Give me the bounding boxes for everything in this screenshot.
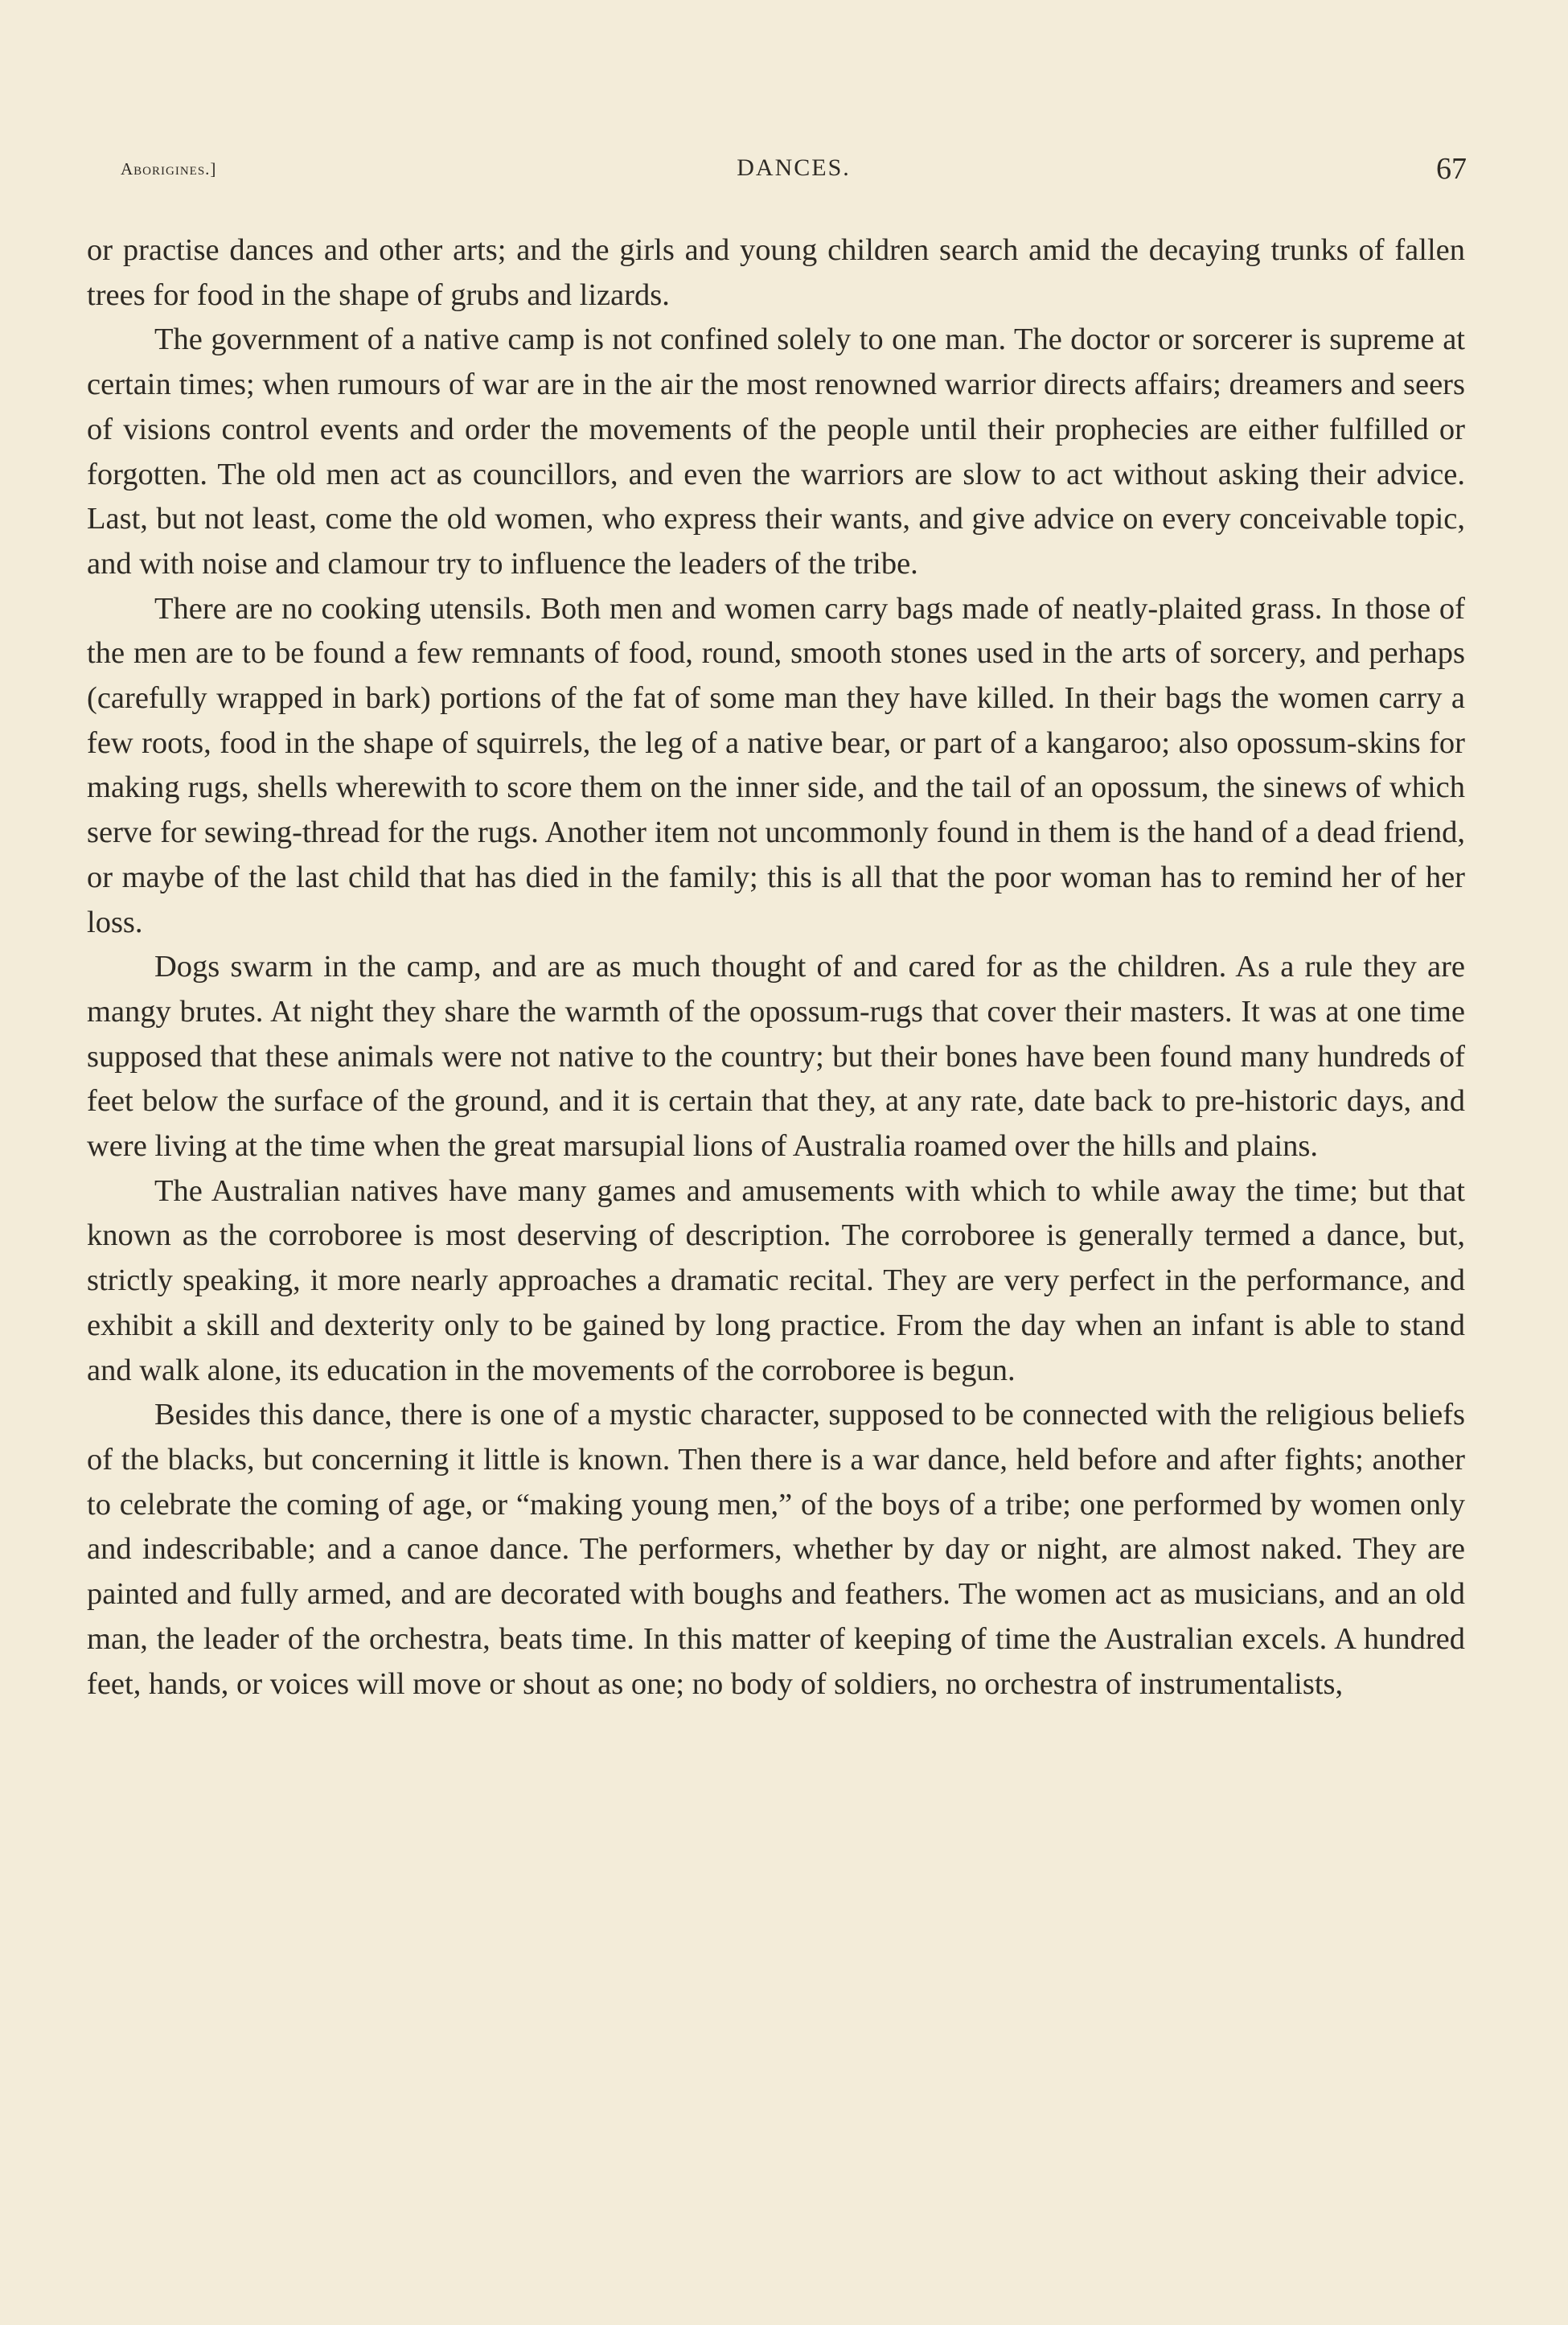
paragraph-continuation: or practise dances and other arts; and the girls and young children search amid the decaying trunks of fallen trees for food in the shape of grubs and lizards. — [87, 233, 1465, 312]
paragraph-other-dances: Besides this dance, there is one of a mystic character, supposed to be connected with the religious beliefs of the blacks, but concerning it little is known. Then there is a war dance, held before and after fights; another to celebrate the coming of age, or “making young men,” of the boys of a tribe; one performed by women only and indescribable; and a canoe dance. The performers, whether by day or night, are almost naked. They are painted and fully armed, and are decorated with boughs and feathers. The women act as musicians, and an old man, the leader of the orchestra, beats time. In this matter of keeping of time the Australian excels. A hundred feet, hands, or voices will move or shout as one; no body of soldiers, no orchestra of instrumentalists, — [87, 1398, 1465, 1701]
running-head — [121, 151, 1467, 191]
paragraph-government: The government of a native camp is not confined solely to one man. The doctor or sorcerer is supreme at certain times; when rumours of war are in the air the most renowned warrior directs affairs; dreamers and seers of visions control events and order the movements of the people until their prophecies are either fulfilled or forgotten. The old men act as councillors, and even the warriors are slow to act without asking their advice. Last, but not least, come the old women, who express their wants, and give advice on every conceivable topic, and with noise and clamour try to influence the leaders of the tribe. — [87, 322, 1465, 581]
section-label: Aborigines.] — [121, 159, 217, 179]
body-text — [87, 228, 1465, 1707]
page-number: 67 — [1436, 152, 1467, 186]
paragraph-corroboree: The Australian natives have many games and amusements with which to while away the time; but that known as the corroboree is most deserving of description. The corroboree is generally termed a dance, but, strictly speaking, it more nearly approaches a dramatic recital. They are very perfect in the performance, and exhibit a skill and dexterity only to be gained by long practice. From the day when an infant is able to stand and walk alone, its education in the movements of the corroboree is begun. — [87, 1173, 1465, 1387]
paragraph-dogs: Dogs swarm in the camp, and are as much thought of and cared for as the children. As a rule they are mangy brutes. At night they share the warmth of the opossum-rugs that cover their masters. It was at one time supposed that these animals were not native to the country; but their bones have been found many hundreds of feet below the surface of the ground, and it is certain that they, at any rate, date back to pre-historic days, and were living at the time when the great marsupial lions of Australia roamed over the hills and plains. — [87, 950, 1465, 1164]
paragraph-cooking-utensils: There are no cooking utensils. Both men and women carry bags made of neatly-plaited grass. In those of the men are to be found a few remnants of food, round, smooth stones used in the arts of sorcery, and perhaps (carefully wrapped in bark) portions of the fat of some man they have killed. In their bags the women carry a few roots, food in the shape of squirrels, the leg of a native bear, or part of a kangaroo; also opossum-skins for making rugs, shells wherewith to score them on the inner side, and the tail of an opossum, the sinews of which serve for sewing-thread for the rugs. Another item not uncommonly found in them is the hand of a dead friend, or maybe of the last child that has died in the family; this is all that the poor woman has to remind her of her loss. — [87, 591, 1465, 939]
chapter-title: DANCES. — [737, 154, 851, 181]
